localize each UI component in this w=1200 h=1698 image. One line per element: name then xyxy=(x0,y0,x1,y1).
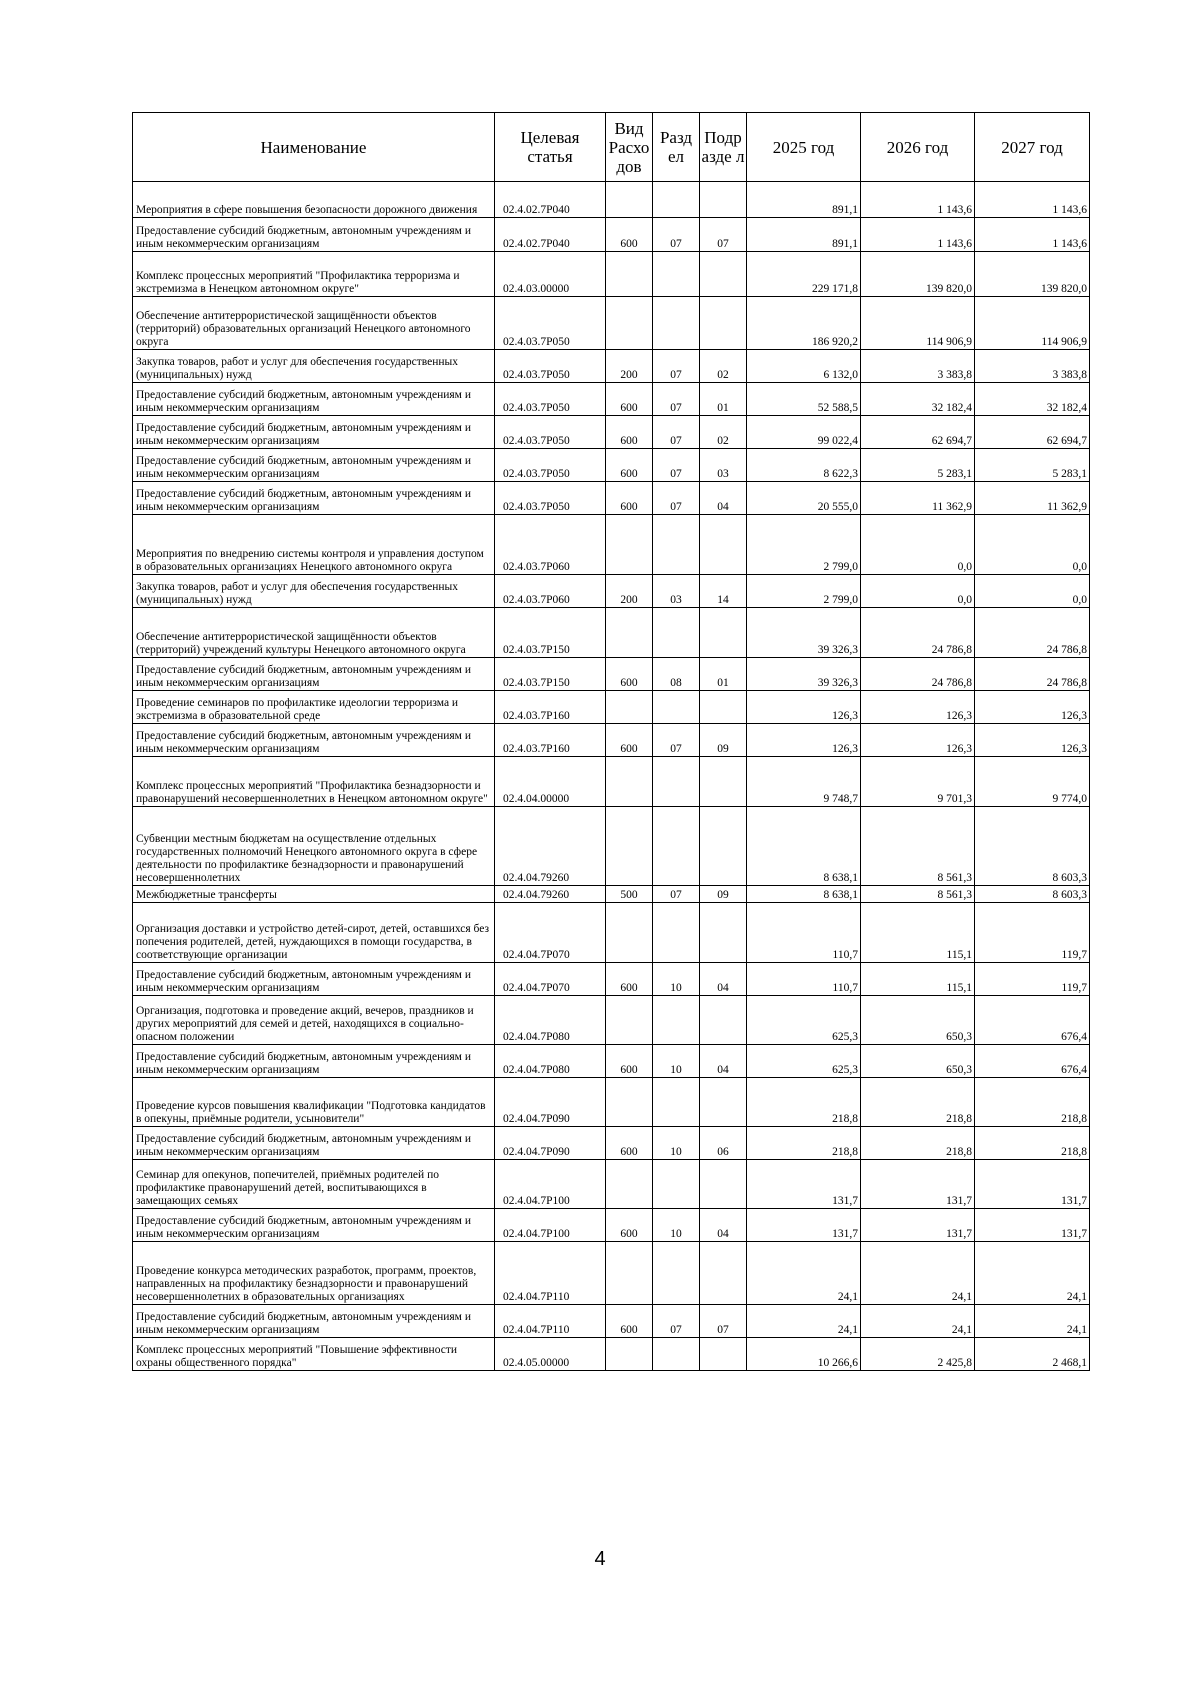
row-target-article: 02.4.04.79260 xyxy=(495,807,606,886)
row-name: Обеспечение антитеррористической защищённости объектов (территорий) образовательных организаций Ненецкого автономного округа xyxy=(133,297,495,350)
table-row xyxy=(133,515,1090,575)
row-value-2027: 131,7 xyxy=(975,1160,1090,1209)
row-target-article: 02.4.03.7Р160 xyxy=(495,724,606,757)
row-name: Предоставление субсидий бюджетным, автономным учреждениям и иным некоммерческим организациям xyxy=(133,1127,495,1160)
row-value-2025: 218,8 xyxy=(747,1078,861,1127)
row-value-2027: 1 143,6 xyxy=(975,218,1090,252)
row-value-2026: 131,7 xyxy=(861,1209,975,1242)
row-expense-type: 200 xyxy=(606,575,653,608)
table-row xyxy=(133,658,1090,691)
row-value-2027: 9 774,0 xyxy=(975,757,1090,807)
row-name: Проведение конкурса методических разработок, программ, проектов, направленных на профилактику безнадзорности и правонарушений несовершеннолетних в образовательных организациях xyxy=(133,1242,495,1305)
row-value-2026: 3 383,8 xyxy=(861,350,975,383)
table-row xyxy=(133,449,1090,482)
row-name: Предоставление субсидий бюджетным, автономным учреждениям и иным некоммерческим организациям xyxy=(133,449,495,482)
row-value-2025: 99 022,4 xyxy=(747,416,861,449)
table-row xyxy=(133,297,1090,350)
row-section xyxy=(653,757,700,807)
row-subsection: 07 xyxy=(700,218,747,252)
row-section xyxy=(653,996,700,1045)
row-value-2026: 131,7 xyxy=(861,1160,975,1209)
row-expense-type: 600 xyxy=(606,1305,653,1338)
table-row xyxy=(133,996,1090,1045)
row-value-2025: 110,7 xyxy=(747,963,861,996)
row-subsection xyxy=(700,807,747,886)
row-value-2025: 186 920,2 xyxy=(747,297,861,350)
row-expense-type: 600 xyxy=(606,963,653,996)
row-value-2025: 126,3 xyxy=(747,724,861,757)
table-row xyxy=(133,886,1090,903)
row-value-2027: 119,7 xyxy=(975,963,1090,996)
row-expense-type xyxy=(606,1160,653,1209)
row-value-2025: 8 638,1 xyxy=(747,807,861,886)
row-value-2026: 0,0 xyxy=(861,515,975,575)
row-value-2027: 11 362,9 xyxy=(975,482,1090,515)
row-target-article: 02.4.03.7Р160 xyxy=(495,691,606,724)
row-value-2026: 115,1 xyxy=(861,903,975,963)
row-expense-type: 600 xyxy=(606,383,653,416)
row-name: Предоставление субсидий бюджетным, автономным учреждениям и иным некоммерческим организациям xyxy=(133,724,495,757)
row-expense-type xyxy=(606,182,653,218)
row-target-article: 02.4.03.7Р050 xyxy=(495,383,606,416)
row-name: Комплекс процессных мероприятий "Профилактика безнадзорности и правонарушений несовершеннолетних в Ненецком автономном округе" xyxy=(133,757,495,807)
row-subsection xyxy=(700,691,747,724)
row-section xyxy=(653,1338,700,1371)
row-section: 07 xyxy=(653,886,700,903)
table-row xyxy=(133,1305,1090,1338)
row-subsection xyxy=(700,1338,747,1371)
row-subsection: 03 xyxy=(700,449,747,482)
row-expense-type: 500 xyxy=(606,886,653,903)
row-subsection xyxy=(700,996,747,1045)
row-name: Комплекс процессных мероприятий "Профилактика терроризма и экстремизма в Ненецком автономном округе" xyxy=(133,252,495,297)
row-value-2027: 24 786,8 xyxy=(975,658,1090,691)
row-expense-type xyxy=(606,691,653,724)
header-year-2027: 2027 год xyxy=(975,113,1090,182)
row-value-2026: 8 561,3 xyxy=(861,807,975,886)
table-row xyxy=(133,1160,1090,1209)
row-target-article: 02.4.04.79260 xyxy=(495,886,606,903)
row-section xyxy=(653,1242,700,1305)
row-subsection: 01 xyxy=(700,383,747,416)
row-value-2026: 126,3 xyxy=(861,724,975,757)
row-name: Закупка товаров, работ и услуг для обеспечения государственных (муниципальных) нужд xyxy=(133,575,495,608)
table-row xyxy=(133,1209,1090,1242)
row-value-2025: 24,1 xyxy=(747,1305,861,1338)
row-value-2026: 24,1 xyxy=(861,1305,975,1338)
row-name: Мероприятия в сфере повышения безопасности дорожного движения xyxy=(133,182,495,218)
row-subsection xyxy=(700,1242,747,1305)
row-value-2027: 24,1 xyxy=(975,1305,1090,1338)
row-value-2025: 8 622,3 xyxy=(747,449,861,482)
row-value-2027: 32 182,4 xyxy=(975,383,1090,416)
row-value-2025: 9 748,7 xyxy=(747,757,861,807)
row-expense-type xyxy=(606,1242,653,1305)
row-name: Семинар для опекунов, попечителей, приёмных родителей по профилактике правонарушений детей, воспитывающихся в замещающих семьях xyxy=(133,1160,495,1209)
row-value-2027: 5 283,1 xyxy=(975,449,1090,482)
row-subsection: 02 xyxy=(700,416,747,449)
row-expense-type xyxy=(606,807,653,886)
row-subsection: 02 xyxy=(700,350,747,383)
row-target-article: 02.4.05.00000 xyxy=(495,1338,606,1371)
row-section: 10 xyxy=(653,963,700,996)
row-value-2026: 115,1 xyxy=(861,963,975,996)
row-value-2027: 62 694,7 xyxy=(975,416,1090,449)
row-value-2026: 1 143,6 xyxy=(861,218,975,252)
row-subsection: 09 xyxy=(700,724,747,757)
table-row xyxy=(133,383,1090,416)
header-row xyxy=(133,113,1090,182)
row-target-article: 02.4.04.7Р090 xyxy=(495,1127,606,1160)
row-target-article: 02.4.02.7Р040 xyxy=(495,182,606,218)
row-value-2027: 126,3 xyxy=(975,724,1090,757)
row-name: Предоставление субсидий бюджетным, автономным учреждениям и иным некоммерческим организациям xyxy=(133,1045,495,1078)
row-value-2025: 126,3 xyxy=(747,691,861,724)
row-value-2027: 114 906,9 xyxy=(975,297,1090,350)
row-value-2025: 229 171,8 xyxy=(747,252,861,297)
row-value-2026: 24 786,8 xyxy=(861,658,975,691)
row-expense-type: 600 xyxy=(606,1127,653,1160)
row-expense-type: 600 xyxy=(606,416,653,449)
header-subsection: Подр азде л xyxy=(700,113,747,182)
header-expense-type: Вид Расхо дов xyxy=(606,113,653,182)
row-expense-type: 600 xyxy=(606,1045,653,1078)
row-subsection xyxy=(700,1160,747,1209)
header-year-2026: 2026 год xyxy=(861,113,975,182)
row-section: 08 xyxy=(653,658,700,691)
row-section: 07 xyxy=(653,383,700,416)
row-target-article: 02.4.04.7Р080 xyxy=(495,996,606,1045)
row-section: 10 xyxy=(653,1045,700,1078)
row-subsection: 06 xyxy=(700,1127,747,1160)
row-subsection: 04 xyxy=(700,1045,747,1078)
row-name: Предоставление субсидий бюджетным, автономным учреждениям и иным некоммерческим организациям xyxy=(133,1209,495,1242)
row-subsection xyxy=(700,1078,747,1127)
row-section xyxy=(653,903,700,963)
row-name: Проведение семинаров по профилактике идеологии терроризма и экстремизма в образовательной среде xyxy=(133,691,495,724)
row-subsection: 04 xyxy=(700,1209,747,1242)
row-expense-type: 600 xyxy=(606,724,653,757)
row-value-2026: 650,3 xyxy=(861,1045,975,1078)
table-row xyxy=(133,1338,1090,1371)
row-value-2025: 110,7 xyxy=(747,903,861,963)
table-row xyxy=(133,416,1090,449)
row-target-article: 02.4.03.7Р050 xyxy=(495,297,606,350)
row-value-2025: 52 588,5 xyxy=(747,383,861,416)
row-value-2026: 5 283,1 xyxy=(861,449,975,482)
table-row xyxy=(133,757,1090,807)
row-value-2027: 1 143,6 xyxy=(975,182,1090,218)
row-subsection: 01 xyxy=(700,658,747,691)
row-value-2026: 2 425,8 xyxy=(861,1338,975,1371)
row-value-2026: 24 786,8 xyxy=(861,608,975,658)
header-year-2025: 2025 год xyxy=(747,113,861,182)
row-name: Предоставление субсидий бюджетным, автономным учреждениям и иным некоммерческим организациям xyxy=(133,416,495,449)
row-subsection xyxy=(700,515,747,575)
row-expense-type xyxy=(606,252,653,297)
row-name: Предоставление субсидий бюджетным, автономным учреждениям и иным некоммерческим организациям xyxy=(133,1305,495,1338)
row-section xyxy=(653,691,700,724)
row-expense-type xyxy=(606,297,653,350)
row-target-article: 02.4.04.7Р100 xyxy=(495,1160,606,1209)
table-row xyxy=(133,963,1090,996)
row-value-2026: 62 694,7 xyxy=(861,416,975,449)
row-value-2025: 24,1 xyxy=(747,1242,861,1305)
row-section: 07 xyxy=(653,416,700,449)
row-value-2027: 131,7 xyxy=(975,1209,1090,1242)
row-section xyxy=(653,1160,700,1209)
row-subsection: 04 xyxy=(700,482,747,515)
row-value-2027: 8 603,3 xyxy=(975,807,1090,886)
row-expense-type: 600 xyxy=(606,449,653,482)
row-name: Предоставление субсидий бюджетным, автономным учреждениям и иным некоммерческим организациям xyxy=(133,482,495,515)
row-value-2025: 10 266,6 xyxy=(747,1338,861,1371)
row-subsection: 07 xyxy=(700,1305,747,1338)
row-section xyxy=(653,1078,700,1127)
row-value-2025: 8 638,1 xyxy=(747,886,861,903)
row-target-article: 02.4.04.7Р080 xyxy=(495,1045,606,1078)
row-section: 10 xyxy=(653,1127,700,1160)
table-body xyxy=(133,182,1090,1371)
row-target-article: 02.4.04.7Р090 xyxy=(495,1078,606,1127)
row-name: Предоставление субсидий бюджетным, автономным учреждениям и иным некоммерческим организациям xyxy=(133,383,495,416)
row-value-2027: 0,0 xyxy=(975,515,1090,575)
row-expense-type: 600 xyxy=(606,1209,653,1242)
row-target-article: 02.4.03.00000 xyxy=(495,252,606,297)
row-subsection xyxy=(700,757,747,807)
row-expense-type xyxy=(606,903,653,963)
row-section xyxy=(653,608,700,658)
row-expense-type xyxy=(606,515,653,575)
row-value-2026: 218,8 xyxy=(861,1078,975,1127)
table-row xyxy=(133,1078,1090,1127)
row-value-2025: 131,7 xyxy=(747,1209,861,1242)
row-section: 07 xyxy=(653,218,700,252)
row-target-article: 02.4.03.7Р050 xyxy=(495,416,606,449)
row-expense-type xyxy=(606,757,653,807)
row-value-2027: 24 786,8 xyxy=(975,608,1090,658)
header-name: Наименование xyxy=(133,113,495,182)
row-section xyxy=(653,252,700,297)
row-expense-type: 600 xyxy=(606,482,653,515)
table-row xyxy=(133,724,1090,757)
row-value-2026: 0,0 xyxy=(861,575,975,608)
row-value-2027: 119,7 xyxy=(975,903,1090,963)
row-value-2026: 126,3 xyxy=(861,691,975,724)
row-section: 07 xyxy=(653,724,700,757)
row-target-article: 02.4.02.7Р040 xyxy=(495,218,606,252)
table-row xyxy=(133,252,1090,297)
row-subsection xyxy=(700,903,747,963)
table-row xyxy=(133,608,1090,658)
row-value-2026: 32 182,4 xyxy=(861,383,975,416)
header-section: Разд ел xyxy=(653,113,700,182)
row-target-article: 02.4.03.7Р050 xyxy=(495,449,606,482)
table-row xyxy=(133,691,1090,724)
row-value-2025: 6 132,0 xyxy=(747,350,861,383)
row-value-2027: 676,4 xyxy=(975,996,1090,1045)
table-row xyxy=(133,575,1090,608)
row-value-2027: 8 603,3 xyxy=(975,886,1090,903)
table-row xyxy=(133,218,1090,252)
row-section: 07 xyxy=(653,482,700,515)
row-section: 07 xyxy=(653,1305,700,1338)
row-target-article: 02.4.04.7Р110 xyxy=(495,1305,606,1338)
row-name: Организация доставки и устройство детей-сирот, детей, оставшихся без попечения родителей, детей, нуждающихся в помощи государства, в соответствующие организации xyxy=(133,903,495,963)
row-section: 07 xyxy=(653,350,700,383)
row-target-article: 02.4.03.7Р050 xyxy=(495,350,606,383)
table-row xyxy=(133,182,1090,218)
budget-table xyxy=(132,112,1090,1371)
table-row xyxy=(133,1127,1090,1160)
row-value-2026: 1 143,6 xyxy=(861,182,975,218)
row-value-2027: 126,3 xyxy=(975,691,1090,724)
row-value-2025: 20 555,0 xyxy=(747,482,861,515)
row-section: 07 xyxy=(653,449,700,482)
row-value-2026: 650,3 xyxy=(861,996,975,1045)
row-value-2025: 625,3 xyxy=(747,996,861,1045)
row-section: 03 xyxy=(653,575,700,608)
table-row xyxy=(133,807,1090,886)
row-section xyxy=(653,297,700,350)
row-name: Межбюджетные трансферты xyxy=(133,886,495,903)
row-value-2027: 676,4 xyxy=(975,1045,1090,1078)
row-value-2025: 891,1 xyxy=(747,182,861,218)
row-value-2025: 131,7 xyxy=(747,1160,861,1209)
row-expense-type xyxy=(606,608,653,658)
row-name: Предоставление субсидий бюджетным, автономным учреждениям и иным некоммерческим организациям xyxy=(133,963,495,996)
row-value-2027: 24,1 xyxy=(975,1242,1090,1305)
row-section xyxy=(653,515,700,575)
row-name: Проведение курсов повышения квалификации "Подготовка кандидатов в опекуны, приёмные родители, усыновители" xyxy=(133,1078,495,1127)
row-value-2027: 0,0 xyxy=(975,575,1090,608)
row-value-2025: 2 799,0 xyxy=(747,515,861,575)
page-number: 4 xyxy=(594,1548,606,1570)
row-name: Мероприятия по внедрению системы контроля и управления доступом в образовательных организациях Ненецкого автономного округа xyxy=(133,515,495,575)
row-value-2026: 8 561,3 xyxy=(861,886,975,903)
row-value-2025: 2 799,0 xyxy=(747,575,861,608)
row-section xyxy=(653,807,700,886)
row-subsection: 04 xyxy=(700,963,747,996)
row-expense-type: 600 xyxy=(606,658,653,691)
table-row xyxy=(133,903,1090,963)
row-name: Предоставление субсидий бюджетным, автономным учреждениям и иным некоммерческим организациям xyxy=(133,218,495,252)
row-expense-type: 200 xyxy=(606,350,653,383)
table-row xyxy=(133,482,1090,515)
row-subsection xyxy=(700,608,747,658)
row-value-2026: 114 906,9 xyxy=(861,297,975,350)
row-value-2025: 39 326,3 xyxy=(747,608,861,658)
row-name: Предоставление субсидий бюджетным, автономным учреждениям и иным некоммерческим организациям xyxy=(133,658,495,691)
row-section: 10 xyxy=(653,1209,700,1242)
row-subsection xyxy=(700,252,747,297)
row-value-2026: 11 362,9 xyxy=(861,482,975,515)
row-value-2027: 2 468,1 xyxy=(975,1338,1090,1371)
header-target-article: Целевая статья xyxy=(495,113,606,182)
row-target-article: 02.4.03.7Р150 xyxy=(495,608,606,658)
row-target-article: 02.4.04.7Р110 xyxy=(495,1242,606,1305)
row-target-article: 02.4.04.7Р100 xyxy=(495,1209,606,1242)
row-subsection xyxy=(700,182,747,218)
row-name: Закупка товаров, работ и услуг для обеспечения государственных (муниципальных) нужд xyxy=(133,350,495,383)
row-expense-type: 600 xyxy=(606,218,653,252)
table-row xyxy=(133,350,1090,383)
table-row xyxy=(133,1045,1090,1078)
row-target-article: 02.4.04.7Р070 xyxy=(495,903,606,963)
row-value-2026: 139 820,0 xyxy=(861,252,975,297)
row-value-2025: 891,1 xyxy=(747,218,861,252)
row-name: Комплекс процессных мероприятий "Повышение эффективности охраны общественного порядка" xyxy=(133,1338,495,1371)
row-value-2026: 24,1 xyxy=(861,1242,975,1305)
row-subsection: 09 xyxy=(700,886,747,903)
row-value-2027: 218,8 xyxy=(975,1078,1090,1127)
row-expense-type xyxy=(606,996,653,1045)
row-name: Обеспечение антитеррористической защищённости объектов (территорий) учреждений культуры Ненецкого автономного округа xyxy=(133,608,495,658)
row-name: Субвенции местным бюджетам на осуществление отдельных государственных полномочий Ненецкого автономного округа в сфере деятельности по профилактике безнадзорности и правонарушений несовершеннолетних xyxy=(133,807,495,886)
row-expense-type xyxy=(606,1078,653,1127)
row-subsection: 14 xyxy=(700,575,747,608)
row-value-2027: 3 383,8 xyxy=(975,350,1090,383)
row-name: Организация, подготовка и проведение акций, вечеров, праздников и других мероприятий для семей и детей, находящихся в социально-опасном положении xyxy=(133,996,495,1045)
row-target-article: 02.4.04.00000 xyxy=(495,757,606,807)
row-target-article: 02.4.04.7Р070 xyxy=(495,963,606,996)
row-target-article: 02.4.03.7Р050 xyxy=(495,482,606,515)
row-value-2025: 39 326,3 xyxy=(747,658,861,691)
row-value-2025: 625,3 xyxy=(747,1045,861,1078)
row-value-2026: 218,8 xyxy=(861,1127,975,1160)
row-section xyxy=(653,182,700,218)
row-target-article: 02.4.03.7Р150 xyxy=(495,658,606,691)
row-value-2027: 218,8 xyxy=(975,1127,1090,1160)
table-header xyxy=(133,113,1090,182)
row-value-2025: 218,8 xyxy=(747,1127,861,1160)
row-target-article: 02.4.03.7Р060 xyxy=(495,515,606,575)
row-value-2026: 9 701,3 xyxy=(861,757,975,807)
table-row xyxy=(133,1242,1090,1305)
row-subsection xyxy=(700,297,747,350)
row-value-2027: 139 820,0 xyxy=(975,252,1090,297)
row-expense-type xyxy=(606,1338,653,1371)
row-target-article: 02.4.03.7Р060 xyxy=(495,575,606,608)
